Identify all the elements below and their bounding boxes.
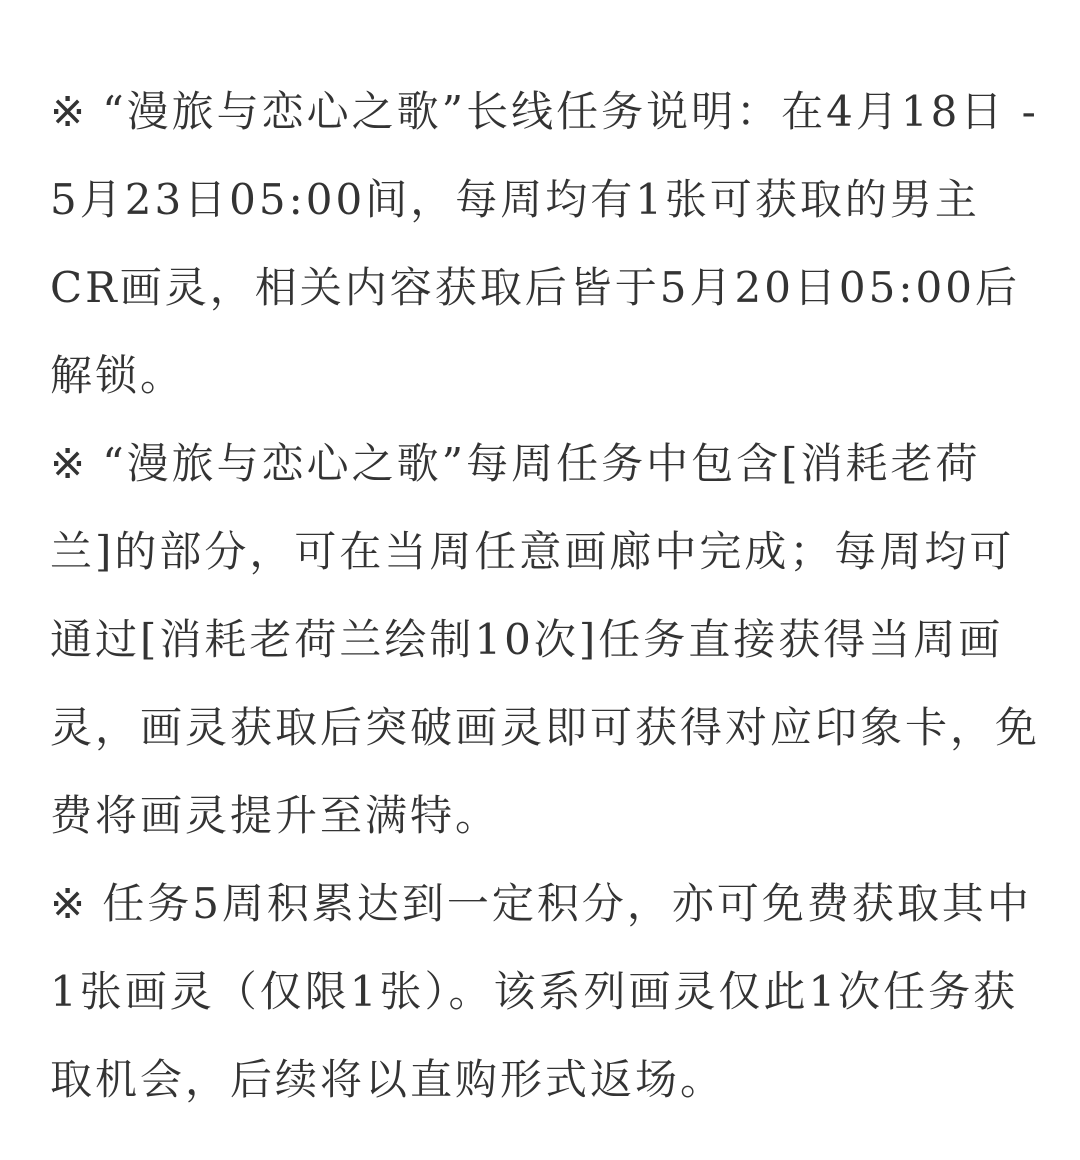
note-paragraph-2	[50, 420, 1040, 860]
note-paragraph-3	[50, 860, 1040, 1124]
note-text-1: “漫旅与恋心之歌”长线任务说明：在4月18日 - 5月23日05:00间，每周均有1张可获取的男主CR画灵，相关内容获取后皆于5月20日05:00后解锁。	[50, 87, 1039, 400]
reference-mark-1: ※	[50, 87, 89, 136]
notice-document	[50, 68, 1040, 1124]
reference-mark-2: ※	[50, 439, 89, 488]
note-text-2: “漫旅与恋心之歌”每周任务中包含[消耗老荷兰]的部分，可在当周任意画廊中完成；每周均可通过[消耗老荷兰绘制10次]任务直接获得当周画灵，画灵获取后突破画灵即可获得对应印象卡，免费将画灵提升至满特。	[50, 439, 1041, 840]
note-paragraph-1	[50, 68, 1040, 420]
note-text-3: 任务5周积累达到一定积分，亦可免费获取其中1张画灵（仅限1张）。该系列画灵仅此1次任务获取机会，后续将以直购形式返场。	[50, 879, 1032, 1104]
reference-mark-3: ※	[50, 879, 89, 928]
